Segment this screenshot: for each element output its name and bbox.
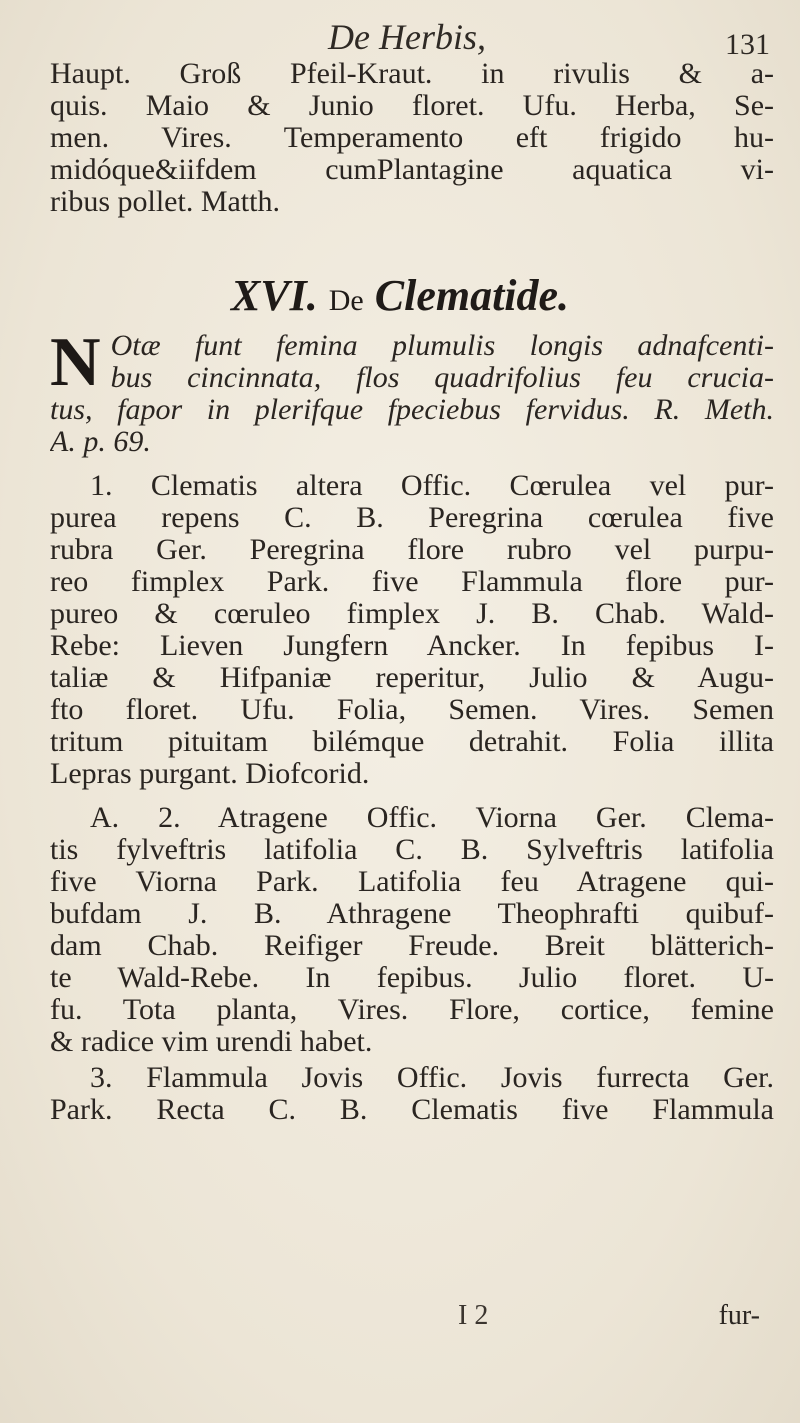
running-title: De Herbis, (328, 17, 486, 57)
page-header (0, 8, 800, 61)
section-numeral: XVI. (230, 271, 318, 320)
text-line: bufdam J. B. Athragene Theophrafti quibuf- (50, 898, 774, 930)
text-line: reo fimplex Park. five Flammula flore pur- (50, 566, 774, 598)
section-heading (0, 270, 800, 321)
page-number: 131 (725, 28, 770, 61)
text-line: & radice vim urendi habet. (50, 1026, 373, 1058)
top-paragraph (50, 58, 774, 218)
text-line: tritum pituitam bilémque detrahit. Folia illita (50, 726, 774, 758)
section-de: De (328, 284, 364, 317)
text-line: 1. Clematis altera Offic. Cœrulea vel pur- (90, 470, 774, 502)
text-line: Otæ funt femina plumulis longis adnafcenti- (110, 330, 774, 362)
catchword: fur- (718, 1300, 760, 1331)
drop-cap: N (50, 324, 101, 401)
text-line: purea repens C. B. Peregrina cœrulea five (50, 502, 774, 534)
text-line: quis. Maio & Junio floret. Ufu. Herba, Se- (50, 90, 774, 122)
text-line: pureo & cœruleo fimplex J. B. Chab. Wald- (50, 598, 774, 630)
text-line: tis fylveftris latifolia C. B. Sylveftris latifolia (50, 834, 774, 866)
text-line: five Viorna Park. Latifolia feu Atragene qui- (50, 866, 774, 898)
entries (50, 470, 774, 1126)
text-line: Haupt. Groß Pfeil-Kraut. in rivulis & a- (50, 58, 774, 90)
text-line: ribus pollet. Matth. (50, 186, 280, 218)
text-line: men. Vires. Temperamento eft frigido hu- (50, 122, 774, 154)
text-line: Rebe: Lieven Jungfern Ancker. In fepibus I- (50, 630, 774, 662)
text-line: fu. Tota planta, Vires. Flore, cortice, femine (50, 994, 774, 1026)
text-line: Lepras purgant. Diofcorid. (50, 758, 370, 790)
text-line: tus, fapor in plerifque fpeciebus fervidus. R. Meth. (50, 394, 774, 426)
text-line: taliæ & Hifpaniæ reperitur, Julio & Augu- (50, 662, 774, 694)
section-name: Clematide. (374, 271, 570, 320)
text-line: Park. Recta C. B. Clematis five Flammula (50, 1094, 774, 1126)
entry-1 (50, 470, 774, 790)
text-line: A. 2. Atragene Offic. Viorna Ger. Clema- (90, 802, 774, 834)
text-line: dam Chab. Reifiger Freude. Breit blätterich- (50, 930, 774, 962)
text-line: 3. Flammula Jovis Offic. Jovis furrecta Ger. (90, 1062, 774, 1094)
text-line: te Wald-Rebe. In fepibus. Julio floret. U- (50, 962, 774, 994)
text-line: bus cincinnata, flos quadrifolius feu crucia- (110, 362, 774, 394)
text-line: midóque&iifdem cumPlantagine aquatica vi- (50, 154, 774, 186)
text-line: A. p. 69. (50, 426, 151, 458)
signature-mark: I 2 (458, 1300, 489, 1331)
intro-paragraph (50, 324, 774, 458)
text-line: fto floret. Ufu. Folia, Semen. Vires. Semen (50, 694, 774, 726)
entry-2 (50, 802, 774, 1058)
entry-3 (50, 1062, 774, 1126)
text-line: rubra Ger. Peregrina flore rubro vel purpu- (50, 534, 774, 566)
